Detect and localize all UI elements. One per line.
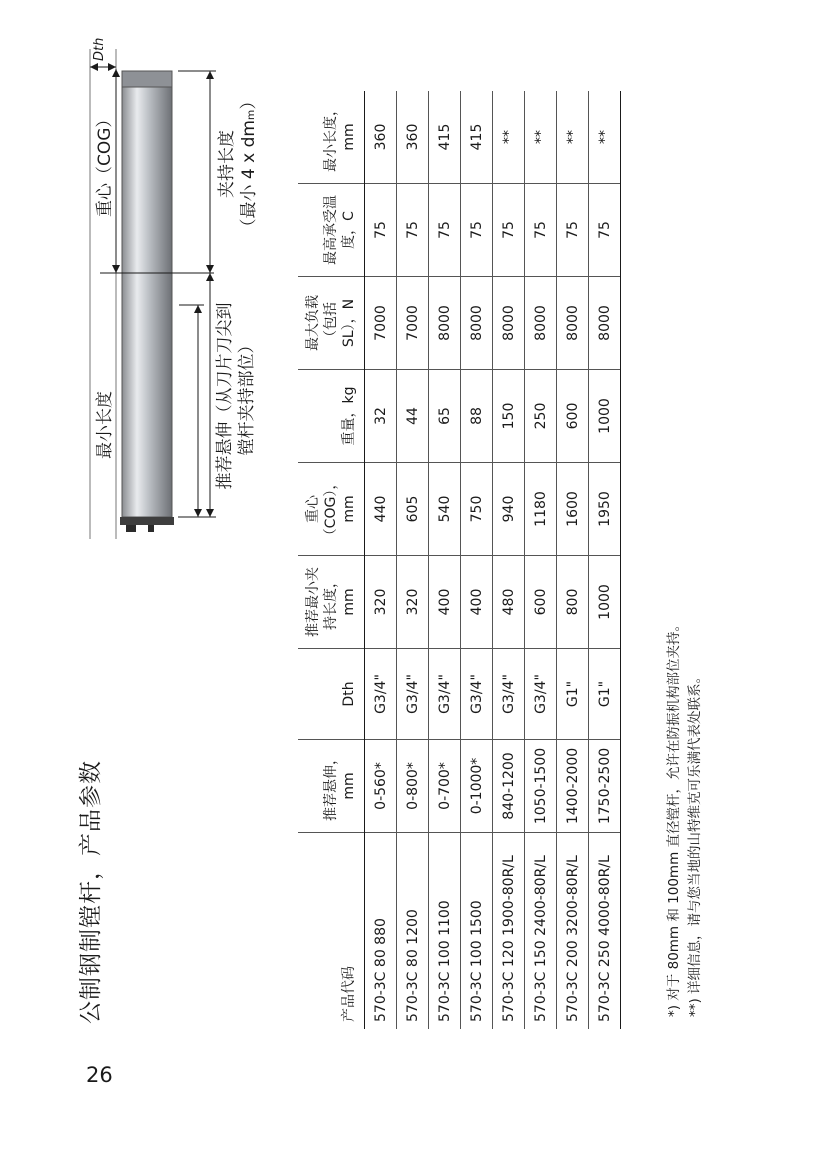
boring-bar-svg	[80, 19, 310, 539]
min-length-label: 最小长度	[95, 391, 115, 459]
table-row: 570-3C 150 2400-80R/L 1050-1500 G3/4" 600 1180 250 8000 75 **	[525, 91, 557, 1029]
boring-bar-drawing	[80, 19, 310, 539]
header-cog: 重心（COG），mm	[298, 463, 365, 556]
footnotes	[664, 618, 706, 1017]
cutting-head	[120, 517, 174, 525]
header-clamp: 推荐最小夹持长度，mm	[298, 556, 365, 649]
page-title: 公制钢制镗杆，产品参数	[78, 760, 104, 1024]
header-overhang: 推荐悬伸，mm	[298, 740, 365, 833]
table-row: 570-3C 80 880 0-560* G3/4" 320 440 32 7000 75 360	[365, 91, 397, 1029]
product-parameter-table	[298, 91, 621, 1029]
overhang-label: 推荐悬伸（从刀片刀尖到 镗杆夹持部位）	[215, 302, 257, 490]
page-number: 26	[86, 1063, 113, 1087]
table-header-row	[298, 91, 365, 1029]
header-code: 产品代码	[298, 833, 365, 1030]
dth-label: Dth	[92, 37, 107, 61]
footnote-2: **) 详细信息，请与您当地的山特维克可乐满代表处联系。	[687, 669, 703, 1017]
table-row: 570-3C 100 1100 0-700* G3/4" 400 540 65 8000 75 415	[429, 91, 461, 1029]
table-row: 570-3C 100 1500 0-1000* G3/4" 400 750 88 8000 75 415	[461, 91, 493, 1029]
header-dth: Dth	[298, 649, 365, 740]
bar-end-cap	[122, 71, 172, 87]
table-row: 570-3C 250 4000-80R/L 1750-2500 G1" 1000 1950 1000 8000 75 **	[589, 91, 621, 1029]
table-row: 570-3C 120 1900-80R/L 840-1200 G3/4" 480 940 150 8000 75 **	[493, 91, 525, 1029]
header-temp: 最高承受温度，C	[298, 184, 365, 277]
table-row: 570-3C 80 1200 0-800* G3/4" 320 605 44 7000 75 360	[397, 91, 429, 1029]
header-minlen: 最小长度，mm	[298, 91, 365, 184]
bar-body	[122, 71, 172, 517]
insert-icon	[126, 525, 136, 532]
header-weight: 重量，kg	[298, 370, 365, 463]
clamp-length-label: 夹持长度 （最小 4 x dmₘ）	[217, 92, 259, 236]
cog-label: 重心（COG）	[95, 110, 115, 217]
footnote-1: *) 对于 80mm 和 100mm 直径镗杆，允许在防振机构部位夹持。	[666, 617, 682, 1017]
header-load: 最大负载（包括SL），N	[298, 277, 365, 370]
table-row: 570-3C 200 3200-80R/L 1400-2000 G1" 800 1600 600 8000 75 **	[557, 91, 589, 1029]
